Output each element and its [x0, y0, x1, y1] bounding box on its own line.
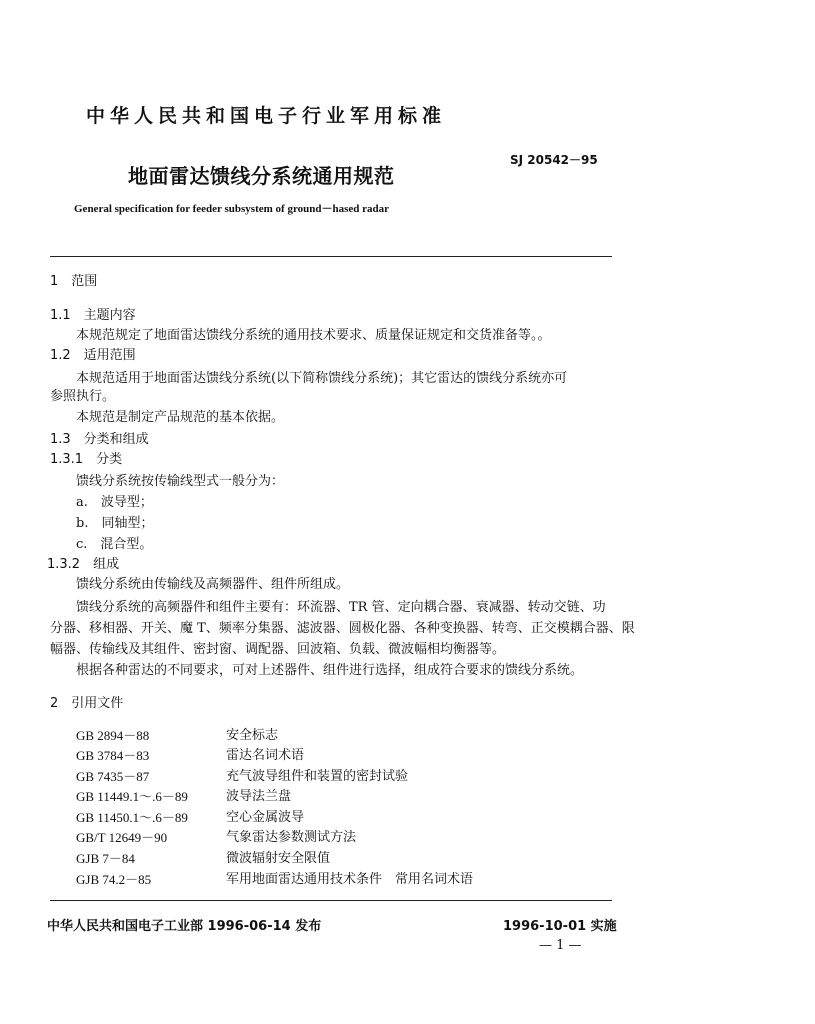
reference-code: GB/T 12649－90	[76, 830, 168, 845]
implementation-date: 1996-10-01 实施	[503, 919, 617, 934]
standard-number: SJ 20542－95	[510, 153, 598, 167]
reference-code: GB 11449.1～.6－89	[76, 789, 188, 804]
list-item: a. 波导型；	[76, 495, 153, 510]
section-1-2-text-line-1: 本规范适用于地面雷达馈线分系统(以下简称馈线分系统)；其它雷达的馈线分系统亦可	[76, 371, 568, 386]
header-divider	[50, 256, 612, 257]
section-1-3-2-text-2-line-3: 幅器、传输线及其组件、密封窗、调配器、回波箱、负载、微波幅相均衡器等。	[50, 642, 506, 657]
list-item: b. 同轴型；	[76, 516, 154, 531]
section-1-3-1-heading: 1.3.1 分类	[50, 452, 123, 467]
section-1-3-2-heading: 1.3.2 组成	[47, 557, 120, 572]
reference-name: 雷达名词术语	[226, 748, 305, 763]
list-item: c. 混合型。	[76, 537, 153, 552]
footer-divider	[50, 900, 612, 901]
reference-name: 气象雷达参数测试方法	[226, 830, 357, 845]
section-1-2-text-2: 本规范是制定产品规范的基本依据。	[76, 410, 285, 425]
document-title-en: General specification for feeder subsystem of ground－hased radar	[74, 203, 390, 215]
standard-organization-header: 中华人民共和国电子行业军用标准	[86, 105, 447, 127]
issue-date: 中华人民共和国电子工业部 1996-06-14 发布	[47, 919, 322, 934]
reference-name: 充气波导组件和装置的密封试验	[226, 769, 409, 784]
section-1-3-2-text-2-line-2: 分器、移相器、开关、魔 T、频率分集器、滤波器、圆极化器、各种变换器、转弯、正交模耦合器、限	[50, 621, 635, 636]
section-1-3-2-text-3: 根据各种雷达的不同要求，可对上述器件、组件进行选择，组成符合要求的馈线分系统。	[76, 663, 584, 678]
section-1-3-2-text-2-line-1: 馈线分系统的高频器件和组件主要有：环流器、TR 管、定向耦合器、衰减器、转动交链、功	[76, 600, 606, 615]
section-1-heading: 1 范围	[50, 274, 98, 289]
reference-name: 微波辐射安全限值	[226, 851, 331, 866]
reference-code: GB 7435－87	[76, 769, 150, 784]
reference-code: GB 2894－88	[76, 728, 150, 743]
section-1-3-2-text-1: 馈线分系统由传输线及高频器件、组件所组成。	[76, 577, 350, 592]
section-1-2-text-line-2: 参照执行。	[50, 389, 116, 404]
section-1-3-1-text: 馈线分系统按传输线型式一般分为：	[76, 474, 285, 489]
reference-name: 波导法兰盘	[226, 789, 292, 804]
reference-code: GJB 7－84	[76, 851, 135, 866]
section-1-2-heading: 1.2 适用范围	[50, 348, 136, 363]
section-1-3-heading: 1.3 分类和组成	[50, 432, 149, 447]
reference-name: 安全标志	[226, 728, 279, 743]
section-1-1-heading: 1.1 主题内容	[50, 308, 136, 323]
section-1-1-text: 本规范规定了地面雷达馈线分系统的通用技术要求、质量保证规定和交货准备等。。	[76, 328, 551, 343]
reference-code: GB 3784－83	[76, 748, 150, 763]
page-number: — 1 —	[539, 938, 582, 953]
reference-name: 空心金属波导	[226, 810, 305, 825]
document-title-cn: 地面雷达馈线分系统通用规范	[128, 164, 395, 188]
reference-code: GB 11450.1～.6－89	[76, 810, 188, 825]
reference-name: 军用地面雷达通用技术条件 常用名词术语	[226, 872, 474, 887]
section-2-heading: 2 引用文件	[50, 696, 124, 711]
reference-code: GJB 74.2－85	[76, 872, 152, 887]
